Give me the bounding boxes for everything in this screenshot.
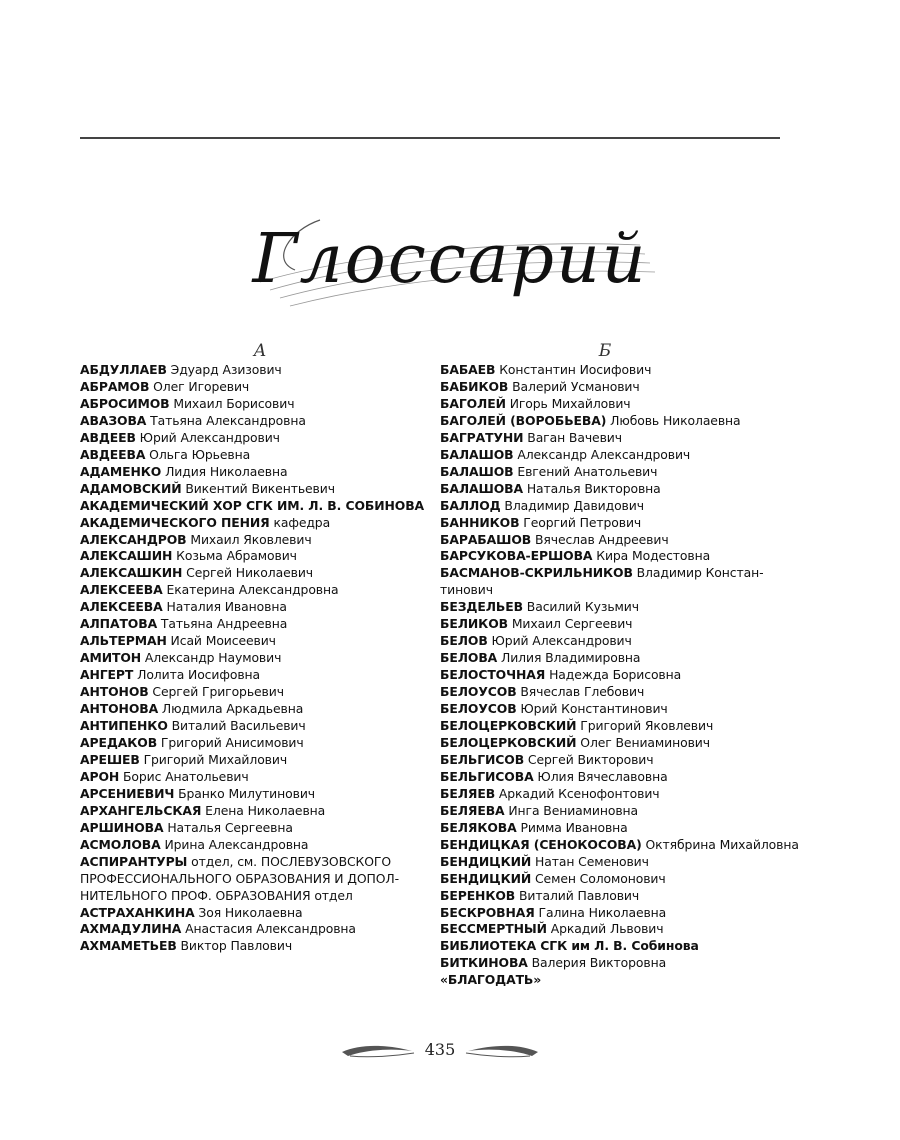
glossary-entry — [80, 430, 420, 447]
entry-detail: Зоя Николаевна — [194, 904, 303, 920]
entry-detail: Александр Наумович — [141, 650, 282, 666]
entry-detail: Юрий Александрович — [135, 429, 280, 445]
entry-name: «БЛАГОДАТЬ» — [440, 972, 542, 988]
glossary-entry — [80, 820, 420, 837]
glossary-entry — [440, 616, 785, 633]
entry-detail: Инга Вениаминовна — [504, 802, 639, 818]
entry-detail: Борис Анатольевич — [119, 768, 249, 784]
entry-name: АРШИНОВА — [80, 819, 164, 835]
glossary-entry — [440, 565, 785, 582]
glossary-entry — [440, 582, 785, 599]
entry-detail: Сергей Николаевич — [182, 565, 313, 581]
entry-name: БАЛАШОВА — [440, 480, 523, 496]
glossary-entry — [440, 972, 785, 989]
entry-name: БЕЛЬГИСОВ — [440, 751, 525, 767]
glossary-entry — [80, 396, 420, 413]
glossary-entry — [440, 718, 785, 735]
entry-name: БИБЛИОТЕКА СГК им Л. В. Собинова — [440, 938, 699, 954]
entry-name: АЛЬТЕРМАН — [80, 633, 167, 649]
entry-detail: Михаил Яковлевич — [186, 531, 312, 547]
entry-name: БАННИКОВ — [440, 514, 520, 530]
entry-name: АРОН — [80, 768, 120, 784]
glossary-column-a — [80, 340, 425, 955]
entry-name: БАБАЕВ — [440, 362, 496, 377]
entry-detail: Олег Вениаминович — [576, 734, 710, 750]
page-footer — [340, 1036, 540, 1066]
entry-name: БЕЛЯКОВА — [440, 819, 517, 835]
glossary-entry — [80, 532, 420, 549]
entry-detail: Викентий Викентьевич — [181, 480, 335, 496]
glossary-entry — [80, 854, 420, 871]
entry-detail: Аркадий Львович — [546, 921, 664, 937]
entry-detail: Сергей Григорьевич — [148, 684, 284, 700]
glossary-entry — [440, 905, 785, 922]
glossary-entry — [440, 803, 785, 820]
entry-detail: Козьма Абрамович — [172, 548, 297, 564]
glossary-entry — [80, 650, 420, 667]
entry-name: АЛЕКСАШКИН — [80, 565, 183, 581]
entry-detail: Ваган Вачевич — [523, 429, 622, 445]
entry-detail: Владимир Давидович — [500, 497, 644, 513]
glossary-entry — [80, 938, 420, 955]
entry-detail: Наталья Сергеевна — [163, 819, 293, 835]
entry-name: АДАМОВСКИЙ — [80, 480, 182, 496]
entry-name: АБРОСИМОВ — [80, 395, 170, 411]
entry-name: БАГОЛЕЙ — [440, 395, 506, 411]
entry-detail: Георгий Петрович — [519, 514, 642, 530]
glossary-entry — [440, 938, 785, 955]
entry-name: БАЛАШОВ — [440, 463, 514, 479]
glossary-entry — [440, 752, 785, 769]
entry-name: БЕНДИЦКИЙ — [440, 853, 532, 869]
entry-detail: Константин Иосифович — [495, 362, 652, 377]
entry-detail: Валерия Викторовна — [527, 955, 667, 971]
entry-detail: Елена Николаевна — [201, 802, 326, 818]
glossary-entry — [440, 379, 785, 396]
glossary-column-b — [440, 340, 799, 989]
entry-detail: Григорий Яковлевич — [576, 718, 714, 734]
entry-detail: Михаил Сергеевич — [507, 616, 633, 632]
entry-detail: Сергей Викторович — [524, 751, 654, 767]
glossary-entry — [440, 769, 785, 786]
entry-detail: Октябрина Михайловна — [641, 836, 799, 852]
glossary-entry — [80, 888, 420, 905]
glossary-entry — [80, 633, 420, 650]
entry-name: БЕЛЬГИСОВА — [440, 768, 534, 784]
glossary-entry — [80, 803, 420, 820]
glossary-entry — [440, 430, 785, 447]
glossary-list-b — [440, 362, 799, 989]
entry-name: АРХАНГЕЛЬСКАЯ — [80, 802, 202, 818]
glossary-entry — [80, 905, 420, 922]
entry-detail: Виктор Павлович — [176, 938, 293, 954]
entry-detail: Галина Николаевна — [534, 904, 667, 920]
entry-name: АРСЕНИЕВИЧ — [80, 785, 175, 801]
entry-name: БЕЛОЦЕРКОВСКИЙ — [440, 734, 577, 750]
glossary-entry — [80, 837, 420, 854]
entry-name: АВДЕЕВА — [80, 446, 146, 462]
entry-detail: Екатерина Александровна — [162, 582, 339, 598]
entry-detail: Ольга Юрьевна — [145, 446, 251, 462]
entry-name: БЕЛОУСОВ — [440, 701, 517, 717]
entry-name: БЕЛОУСОВ — [440, 684, 517, 700]
glossary-entry — [80, 481, 420, 498]
entry-name: АВАЗОВА — [80, 412, 147, 428]
entry-name: АХМАДУЛИНА — [80, 921, 182, 937]
entry-detail: Игорь Михайлович — [505, 395, 631, 411]
entry-name: АБРАМОВ — [80, 378, 150, 394]
glossary-entry — [440, 532, 785, 549]
glossary-entry — [440, 888, 785, 905]
entry-name: АЛЕКСЕЕВА — [80, 582, 163, 598]
glossary-entry — [440, 481, 785, 498]
glossary-entry — [440, 667, 785, 684]
entry-name: БЕНДИЦКИЙ — [440, 870, 532, 886]
entry-name: БЕЛОВ — [440, 633, 488, 649]
entry-name: БЕССМЕРТНЫЙ — [440, 921, 547, 937]
glossary-entry — [440, 786, 785, 803]
glossary-entry — [80, 752, 420, 769]
entry-detail: ПРОФЕССИОНАЛЬНОГО ОБРАЗОВАНИЯ И ДОПОЛ- — [80, 870, 399, 886]
entry-name: АЛЕКСЕЕВА — [80, 599, 163, 615]
glossary-entry — [440, 548, 785, 565]
entry-detail: Кира Модестовна — [592, 548, 711, 564]
entry-detail: кафедра — [269, 514, 331, 530]
glossary-entry — [80, 565, 420, 582]
entry-name: БАЛЛОД — [440, 497, 501, 513]
entry-detail: Исай Моисеевич — [166, 633, 276, 649]
glossary-entry — [440, 362, 785, 379]
entry-detail: Наталия Ивановна — [162, 599, 287, 615]
glossary-entry — [80, 362, 420, 379]
glossary-entry — [440, 820, 785, 837]
entry-detail: Михаил Борисович — [169, 395, 295, 411]
section-letter-b: Б — [598, 341, 612, 361]
glossary-entry — [440, 735, 785, 752]
glossary-entry — [80, 497, 425, 515]
glossary-entry — [80, 464, 420, 481]
entry-name: АНТОНОВ — [80, 684, 149, 700]
entry-name: БЕЛЯЕВА — [440, 802, 505, 818]
glossary-entry — [80, 548, 420, 565]
glossary-entry — [80, 379, 420, 396]
glossary-entry — [440, 650, 785, 667]
glossary-entry — [440, 413, 785, 430]
right-ornament-icon — [460, 1042, 540, 1062]
entry-name: БАРСУКОВА-ЕРШОВА — [440, 548, 593, 564]
entry-detail: Семен Соломонович — [531, 870, 666, 886]
glossary-entry — [440, 871, 785, 888]
entry-detail: Лидия Николаевна — [161, 463, 288, 479]
entry-name: АХМАМЕТЬЕВ — [80, 938, 177, 954]
entry-detail: Олег Игоревич — [149, 378, 250, 394]
glossary-entry — [440, 701, 785, 718]
entry-detail: Ирина Александровна — [160, 836, 309, 852]
entry-detail: Анастасия Александровна — [181, 921, 356, 937]
entry-name: АБДУЛЛАЕВ — [80, 362, 167, 377]
entry-name: АКАДЕМИЧЕСКИЙ ХОР СГК ИМ. Л. В. СОБИНОВА — [80, 497, 425, 513]
entry-name: АДАМЕНКО — [80, 463, 162, 479]
entry-detail: Вячеслав Глебович — [516, 684, 645, 700]
entry-detail: Василий Кузьмич — [522, 599, 639, 615]
entry-detail: Лилия Владимировна — [497, 650, 641, 666]
glossary-entry — [80, 667, 420, 684]
glossary-entry — [80, 718, 420, 735]
glossary-entry — [440, 955, 785, 972]
entry-detail: Бранко Милутинович — [174, 785, 315, 801]
entry-detail: Наталья Викторовна — [523, 480, 661, 496]
entry-detail: Виталий Павлович — [515, 887, 640, 903]
glossary-entry — [80, 582, 420, 599]
entry-name: БИТКИНОВА — [440, 955, 528, 971]
entry-detail: Юлия Вячеславовна — [533, 768, 668, 784]
glossary-entry — [80, 769, 420, 786]
section-letter-a: А — [253, 341, 267, 361]
glossary-entry — [80, 871, 420, 888]
entry-detail: Любовь Николаевна — [606, 412, 741, 428]
entry-detail: Владимир Констан- — [632, 565, 764, 581]
entry-detail: Евгений Анатольевич — [513, 463, 658, 479]
entry-name: АЛЕКСАШИН — [80, 548, 173, 564]
glossary-entry — [80, 515, 420, 532]
entry-detail: Татьяна Александровна — [146, 412, 306, 428]
glossary-entry — [80, 447, 420, 464]
entry-detail: Вячеслав Андреевич — [531, 531, 669, 547]
glossary-entry — [440, 684, 785, 701]
entry-name: АРЕШЕВ — [80, 751, 140, 767]
entry-name: БЕСКРОВНАЯ — [440, 904, 535, 920]
entry-detail: отдел, см. ПОСЛЕВУЗОВСКОГО — [187, 853, 391, 869]
entry-name: АМИТОН — [80, 650, 142, 666]
glossary-entry — [80, 921, 420, 938]
glossary-entry — [80, 616, 420, 633]
glossary-entry — [440, 498, 785, 515]
glossary-entry — [80, 599, 420, 616]
entry-detail: Юрий Александрович — [487, 633, 632, 649]
glossary-entry — [440, 921, 785, 938]
glossary-entry — [440, 464, 785, 481]
entry-detail: Людмила Аркадьевна — [158, 701, 304, 717]
entry-name: БАРАБАШОВ — [440, 531, 532, 547]
glossary-entry — [80, 684, 420, 701]
entry-name: АРЕДАКОВ — [80, 734, 158, 750]
glossary-entry — [440, 396, 785, 413]
entry-name: АЛЕКСАНДРОВ — [80, 531, 187, 547]
entry-name: БЕНДИЦКАЯ (СЕНОКОСОВА) — [440, 836, 642, 852]
entry-name: БАГОЛЕЙ (ВОРОБЬЕВА) — [440, 412, 607, 428]
entry-detail: Надежда Борисовна — [545, 667, 682, 683]
entry-detail: Лолита Иосифовна — [133, 667, 261, 683]
glossary-entry — [440, 515, 785, 532]
entry-name: БАЛАШОВ — [440, 446, 514, 462]
entry-name: БЕЛОЦЕРКОВСКИЙ — [440, 718, 577, 734]
glossary-entry — [440, 447, 785, 464]
entry-name: АНГЕРТ — [80, 667, 134, 683]
entry-detail: Эдуард Азизович — [166, 362, 282, 377]
entry-name: АСМОЛОВА — [80, 836, 161, 852]
entry-name: АСТРАХАНКИНА — [80, 904, 195, 920]
entry-detail: Натан Семенович — [531, 853, 649, 869]
glossary-entry — [440, 633, 785, 650]
entry-detail: Аркадий Ксенофонтович — [495, 785, 660, 801]
entry-detail: Римма Ивановна — [516, 819, 628, 835]
page-number: 435 — [424, 1040, 456, 1059]
entry-detail: Виталий Васильевич — [167, 718, 306, 734]
glossary-entry — [80, 786, 420, 803]
entry-name: БЕЛОСТОЧНАЯ — [440, 667, 546, 683]
entry-detail: Григорий Михайлович — [139, 751, 288, 767]
entry-name: БЕЛЯЕВ — [440, 785, 496, 801]
glossary-entry — [440, 836, 799, 854]
glossary-entry — [80, 413, 420, 430]
entry-name: АНТИПЕНКО — [80, 718, 168, 734]
entry-name: АНТОНОВА — [80, 701, 159, 717]
entry-detail: Александр Александрович — [513, 446, 691, 462]
entry-name: АСПИРАНТУРЫ — [80, 853, 188, 869]
glossary-entry — [440, 599, 785, 616]
entry-name: БЕРЕНКОВ — [440, 887, 516, 903]
entry-detail: Юрий Константинович — [516, 701, 668, 717]
glossary-entry — [80, 701, 420, 718]
entry-name: БЕЗДЕЛЬЕВ — [440, 599, 523, 615]
entry-name: БАГРАТУНИ — [440, 429, 524, 445]
glossary-title-block — [200, 190, 700, 330]
entry-detail: Григорий Анисимович — [157, 734, 304, 750]
entry-name: БЕЛИКОВ — [440, 616, 508, 632]
entry-detail: Валерий Усманович — [508, 378, 640, 394]
entry-name: БАБИКОВ — [440, 378, 509, 394]
entry-name: АЛПАТОВА — [80, 616, 158, 632]
entry-name: БАСМАНОВ-СКРИЛЬНИКОВ — [440, 565, 633, 581]
glossary-entry — [440, 854, 785, 871]
header-rule — [80, 137, 780, 139]
entry-detail: НИТЕЛЬНОГО ПРОФ. ОБРАЗОВАНИЯ отдел — [80, 887, 353, 903]
entry-name: БЕЛОВА — [440, 650, 498, 666]
page-title: Глоссарий — [252, 220, 648, 299]
glossary-entry — [80, 735, 420, 752]
entry-detail: Татьяна Андреевна — [157, 616, 288, 632]
entry-detail: тинович — [440, 582, 493, 598]
entry-name: АКАДЕМИЧЕСКОГО ПЕНИЯ — [80, 514, 270, 530]
glossary-list-a — [80, 362, 425, 955]
entry-name: АВДЕЕВ — [80, 429, 136, 445]
